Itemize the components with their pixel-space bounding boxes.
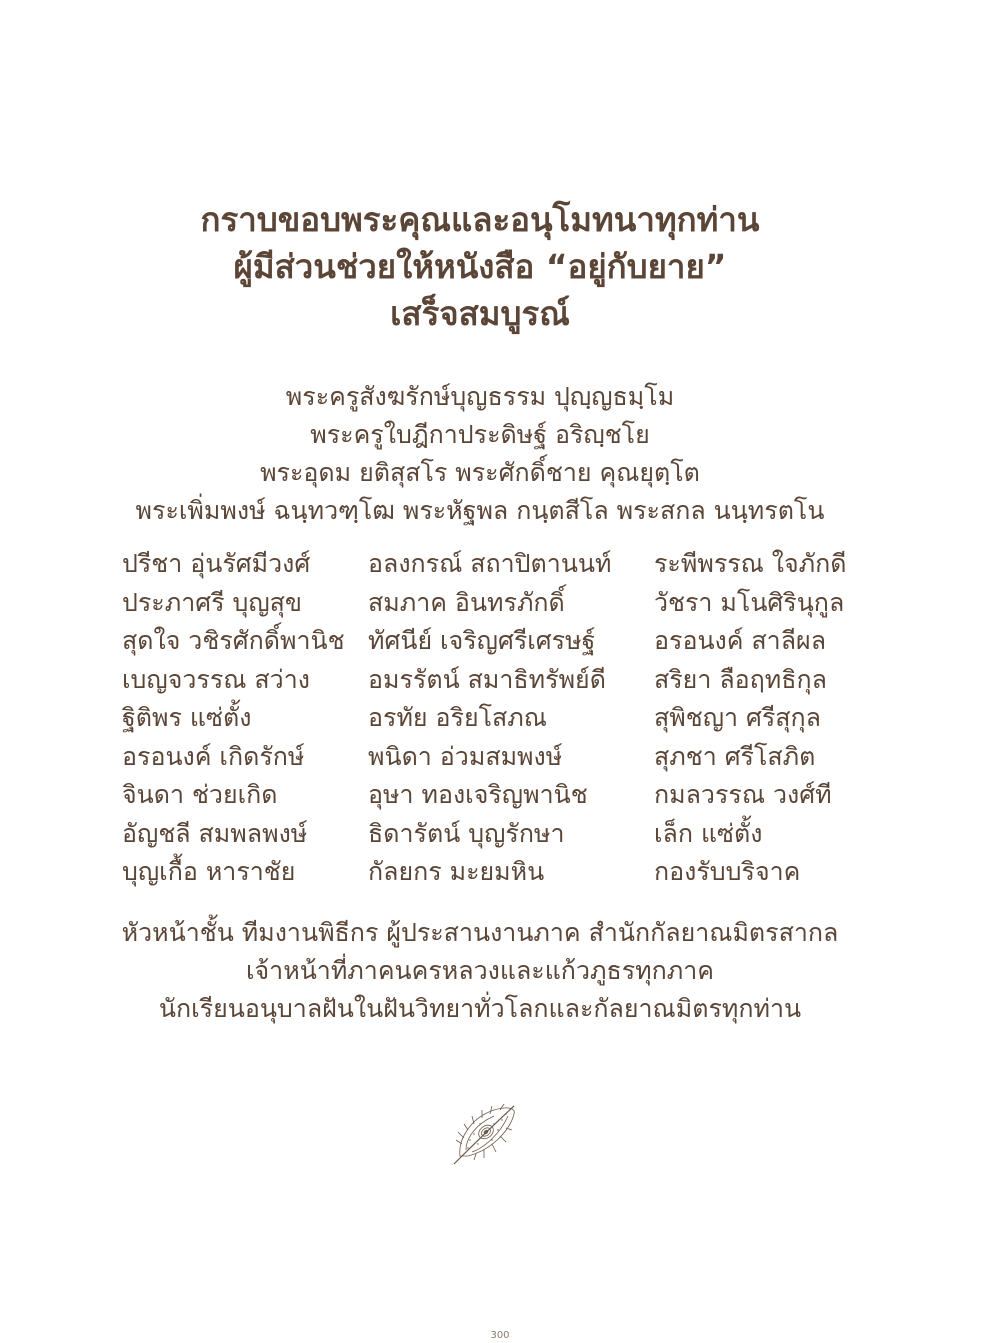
names-column-1 — [122, 545, 345, 892]
name-item: ปรีชา อุ่นรัศมีวงศ์ — [122, 549, 311, 578]
name-item: อรอนงค์ เกิดรักษ์ — [122, 741, 305, 771]
name-item: สมภาค อินทรภักดิ์ — [368, 587, 565, 617]
closing-line-3: นักเรียนอนุบาลฝันในฝันวิทยาทั่วโลกและกัลยาณมิตรทุกท่าน — [158, 994, 802, 1023]
closing-line-1: หัวหน้าชั้น ทีมงานพิธีกร ผู้ประสานงานภาค สำนักกัลยาณมิตรสากล — [121, 918, 839, 947]
name-item: สริยา ลือฤทธิกุล — [654, 664, 827, 694]
name-item: สุดใจ วชิรศักดิ์พานิช — [122, 626, 345, 655]
name-item: กัลยกร มะยมหิน — [368, 857, 545, 886]
name-item: เล็ก แซ่ตั้ง — [654, 818, 763, 848]
monk-line-2: พระครูใบฎีกาประดิษฐ์ อริญฺชโย — [310, 420, 650, 449]
page-title — [100, 196, 860, 337]
title-line-3: เสร็จสมบูรณ์ — [390, 294, 570, 333]
monk-line-3: พระอุดม ยติสุสโร พระศักดิ์ชาย คุณยุตฺโต — [260, 458, 700, 487]
name-item: เบญจวรรณ สว่าง — [122, 664, 310, 694]
monk-line-1: พระครูสังฆรักษ์บุญธรรม ปุญฺญธมฺโม — [285, 382, 675, 411]
name-item: สุภชา ศรีโสภิต — [654, 741, 816, 771]
title-line-1: กราบขอบพระคุณและอนุโมทนาทุกท่าน — [200, 200, 760, 239]
name-item: อุษา ทองเจริญพานิช — [368, 780, 588, 809]
name-item: บุญเกื้อ หาราชัย — [122, 857, 296, 886]
name-item: พนิดา อ่วมสมพงษ์ — [368, 741, 563, 771]
name-item: อลงกรณ์ สถาปิตานนท์ — [368, 549, 612, 578]
name-item: กองรับบริจาค — [654, 857, 801, 886]
names-column-3 — [654, 545, 847, 892]
name-item: อรทัย อริยโสภณ — [368, 703, 547, 732]
name-item: จินดา ช่วยเกิด — [122, 780, 278, 809]
names-column-2 — [368, 545, 611, 892]
closing-thanks-block — [100, 914, 860, 1028]
name-item: ทัศนีย์ เจริญศรีเศรษฐ์ — [368, 626, 596, 655]
name-item: อรอนงค์ สาลีผล — [654, 626, 827, 655]
name-item: ฐิติพร แซ่ตั้ง — [122, 703, 252, 732]
closing-line-2: เจ้าหน้าที่ภาคนครหลวงและแก้วภูธรทุกภาค — [245, 956, 715, 985]
name-item: วัชรา มโนศิรินุกูล — [654, 587, 845, 617]
name-item: ระพีพรรณ ใจภักดี — [654, 549, 847, 578]
name-item: อัญชลี สมพลพงษ์ — [122, 818, 308, 848]
monk-names-block — [100, 378, 860, 530]
name-item: ธิดารัตน์ บุญรักษา — [368, 818, 565, 848]
name-item: กมลวรรณ วงศ์ที — [654, 780, 832, 809]
page-number: 300 — [490, 1330, 510, 1341]
name-item: สุพิชญา ศรีสุกุล — [654, 703, 822, 732]
title-line-2: ผู้มีส่วนช่วยให้หนังสือ “อยู่กับยาย” — [233, 247, 727, 286]
name-item: อมรรัตน์ สมาธิทรัพย์ดี — [368, 664, 606, 694]
peacock-feather-icon — [448, 1100, 520, 1168]
name-item: ประภาศรี บุญสุข — [122, 587, 303, 617]
monk-line-4: พระเพิ่มพงษ์ ฉนฺทวฑฺโฒ พระหัฐพล กนฺตสีโล พระสกล นนฺทรตโน — [135, 496, 825, 525]
